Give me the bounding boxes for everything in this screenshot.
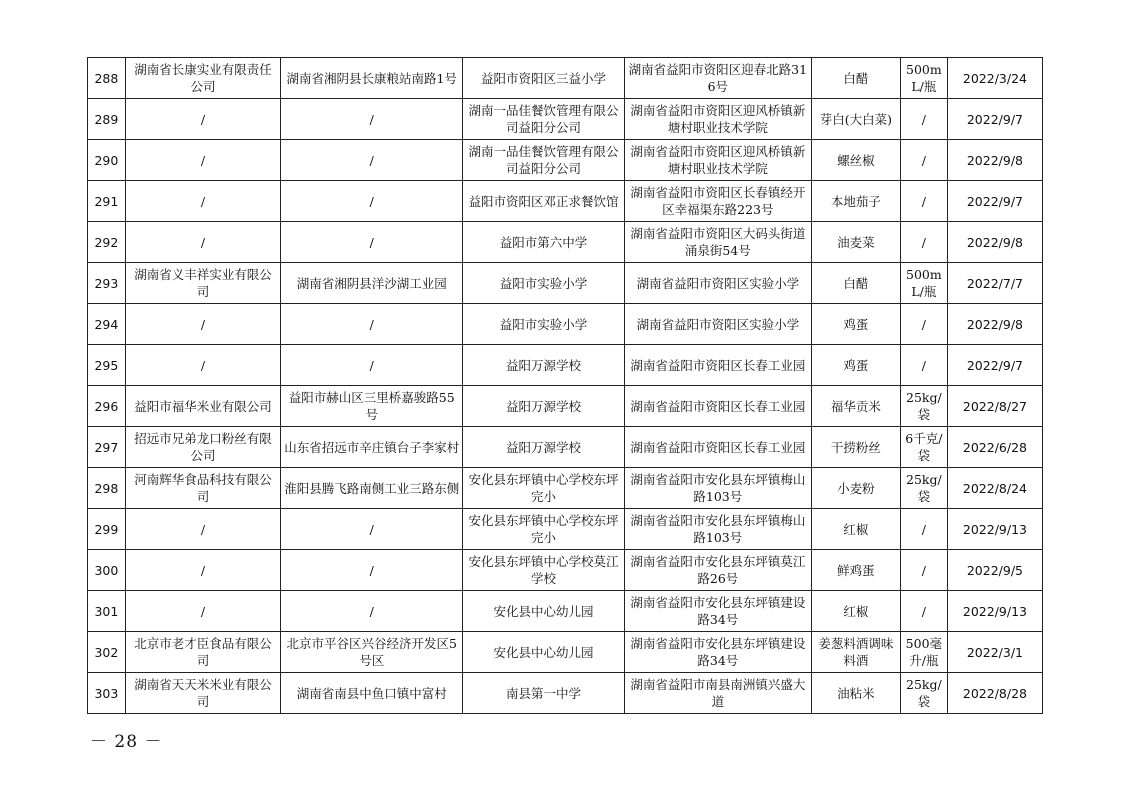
product-spec-cell: /: [900, 181, 947, 222]
product-spec-cell: /: [900, 222, 947, 263]
production-date-cell: 2022/6/28: [947, 427, 1042, 468]
producer-name-cell: 湖南省义丰祥实业有限公司: [125, 263, 280, 304]
producer-address-cell: 湖南省湘阴县长康粮站南路1号: [281, 58, 463, 99]
production-date-cell: 2022/8/28: [947, 673, 1042, 714]
product-name-cell: 红椒: [811, 591, 900, 632]
producer-name-cell: /: [125, 550, 280, 591]
production-date-cell: 2022/7/7: [947, 263, 1042, 304]
production-date-cell: 2022/9/5: [947, 550, 1042, 591]
product-name-cell: 白醋: [811, 58, 900, 99]
table-row: [88, 509, 1043, 550]
producer-address-cell: /: [281, 181, 463, 222]
production-date-cell: 2022/9/8: [947, 222, 1042, 263]
seller-name-cell: 益阳万源学校: [463, 386, 625, 427]
production-date-cell: 2022/8/27: [947, 386, 1042, 427]
production-date-cell: 2022/3/24: [947, 58, 1042, 99]
seller-address-cell: 湖南省益阳市资阳区大码头街道涌泉街54号: [624, 222, 811, 263]
seller-name-cell: 益阳万源学校: [463, 345, 625, 386]
row-number-cell: 299: [88, 509, 126, 550]
seller-name-cell: 益阳市资阳区三益小学: [463, 58, 625, 99]
seller-address-cell: 湖南省益阳市安化县东坪镇梅山路103号: [624, 468, 811, 509]
table-row: [88, 468, 1043, 509]
producer-name-cell: /: [125, 345, 280, 386]
producer-address-cell: 益阳市赫山区三里桥嘉骏路55号: [281, 386, 463, 427]
table-row: [88, 427, 1043, 468]
table-body: [88, 58, 1043, 714]
table-row: [88, 632, 1043, 673]
seller-name-cell: 安化县东坪镇中心学校莫江学校: [463, 550, 625, 591]
product-name-cell: 鲜鸡蛋: [811, 550, 900, 591]
producer-address-cell: /: [281, 222, 463, 263]
seller-address-cell: 湖南省益阳市安化县东坪镇梅山路103号: [624, 509, 811, 550]
product-name-cell: 本地茄子: [811, 181, 900, 222]
producer-address-cell: 湖南省南县中鱼口镇中富村: [281, 673, 463, 714]
table-row: [88, 304, 1043, 345]
producer-address-cell: /: [281, 304, 463, 345]
product-name-cell: 福华贡米: [811, 386, 900, 427]
row-number-cell: 296: [88, 386, 126, 427]
product-name-cell: 芽白(大白菜): [811, 99, 900, 140]
product-spec-cell: 25kg/袋: [900, 468, 947, 509]
seller-address-cell: 湖南省益阳市资阳区长春工业园: [624, 345, 811, 386]
table-row: [88, 591, 1043, 632]
production-date-cell: 2022/9/13: [947, 591, 1042, 632]
seller-address-cell: 湖南省益阳市资阳区迎春北路316号: [624, 58, 811, 99]
row-number-cell: 290: [88, 140, 126, 181]
row-number-cell: 301: [88, 591, 126, 632]
product-spec-cell: /: [900, 509, 947, 550]
row-number-cell: 291: [88, 181, 126, 222]
production-date-cell: 2022/9/8: [947, 304, 1042, 345]
seller-address-cell: 湖南省益阳市资阳区长春工业园: [624, 386, 811, 427]
producer-name-cell: 招远市兄弟龙口粉丝有限公司: [125, 427, 280, 468]
product-spec-cell: /: [900, 140, 947, 181]
product-name-cell: 鸡蛋: [811, 304, 900, 345]
table-row: [88, 263, 1043, 304]
row-number-cell: 294: [88, 304, 126, 345]
product-spec-cell: /: [900, 591, 947, 632]
product-spec-cell: /: [900, 99, 947, 140]
row-number-cell: 302: [88, 632, 126, 673]
producer-name-cell: /: [125, 304, 280, 345]
row-number-cell: 297: [88, 427, 126, 468]
production-date-cell: 2022/8/24: [947, 468, 1042, 509]
seller-address-cell: 湖南省益阳市资阳区长春工业园: [624, 427, 811, 468]
producer-address-cell: /: [281, 140, 463, 181]
product-spec-cell: /: [900, 550, 947, 591]
producer-address-cell: /: [281, 591, 463, 632]
row-number-cell: 298: [88, 468, 126, 509]
seller-name-cell: 益阳市资阳区邓正求餐饮馆: [463, 181, 625, 222]
product-name-cell: 白醋: [811, 263, 900, 304]
producer-address-cell: 湖南省湘阴县洋沙湖工业园: [281, 263, 463, 304]
producer-name-cell: /: [125, 591, 280, 632]
product-spec-cell: 500毫升/瓶: [900, 632, 947, 673]
producer-address-cell: 淮阳县腾飞路南侧工业三路东侧: [281, 468, 463, 509]
row-number-cell: 293: [88, 263, 126, 304]
table-row: [88, 181, 1043, 222]
seller-address-cell: 湖南省益阳市资阳区实验小学: [624, 304, 811, 345]
sampling-table: [87, 57, 1043, 714]
table-row: [88, 386, 1043, 427]
producer-name-cell: /: [125, 99, 280, 140]
producer-name-cell: 湖南省天天米米业有限公司: [125, 673, 280, 714]
table-row: [88, 550, 1043, 591]
producer-name-cell: 益阳市福华米业有限公司: [125, 386, 280, 427]
seller-name-cell: 安化县东坪镇中心学校东坪完小: [463, 509, 625, 550]
producer-address-cell: /: [281, 345, 463, 386]
seller-address-cell: 湖南省益阳市资阳区长春镇经开区幸福渠东路223号: [624, 181, 811, 222]
table-row: [88, 345, 1043, 386]
producer-address-cell: /: [281, 99, 463, 140]
row-number-cell: 295: [88, 345, 126, 386]
seller-address-cell: 湖南省益阳市安化县东坪镇建设路34号: [624, 632, 811, 673]
product-name-cell: 油麦菜: [811, 222, 900, 263]
product-spec-cell: /: [900, 345, 947, 386]
seller-name-cell: 益阳市实验小学: [463, 263, 625, 304]
producer-name-cell: 北京市老才臣食品有限公司: [125, 632, 280, 673]
seller-address-cell: 湖南省益阳市资阳区迎风桥镇新塘村职业技术学院: [624, 140, 811, 181]
table-row: [88, 222, 1043, 263]
product-name-cell: 鸡蛋: [811, 345, 900, 386]
seller-name-cell: 湖南一品佳餐饮管理有限公司益阳分公司: [463, 99, 625, 140]
product-spec-cell: 6千克/袋: [900, 427, 947, 468]
row-number-cell: 300: [88, 550, 126, 591]
producer-name-cell: /: [125, 222, 280, 263]
product-spec-cell: /: [900, 304, 947, 345]
production-date-cell: 2022/9/7: [947, 99, 1042, 140]
table-row: [88, 673, 1043, 714]
row-number-cell: 289: [88, 99, 126, 140]
seller-name-cell: 益阳万源学校: [463, 427, 625, 468]
producer-address-cell: /: [281, 550, 463, 591]
product-name-cell: 姜葱料酒调味料酒: [811, 632, 900, 673]
producer-name-cell: 湖南省长康实业有限责任公司: [125, 58, 280, 99]
seller-address-cell: 湖南省益阳市资阳区迎风桥镇新塘村职业技术学院: [624, 99, 811, 140]
row-number-cell: 288: [88, 58, 126, 99]
producer-name-cell: /: [125, 181, 280, 222]
seller-address-cell: 湖南省益阳市安化县东坪镇莫江路26号: [624, 550, 811, 591]
product-name-cell: 小麦粉: [811, 468, 900, 509]
producer-name-cell: /: [125, 140, 280, 181]
product-name-cell: 螺丝椒: [811, 140, 900, 181]
table-row: [88, 99, 1043, 140]
seller-name-cell: 安化县东坪镇中心学校东坪完小: [463, 468, 625, 509]
production-date-cell: 2022/9/13: [947, 509, 1042, 550]
product-name-cell: 干捞粉丝: [811, 427, 900, 468]
production-date-cell: 2022/9/7: [947, 345, 1042, 386]
seller-name-cell: 益阳市实验小学: [463, 304, 625, 345]
product-spec-cell: 500mL/瓶: [900, 263, 947, 304]
production-date-cell: 2022/9/7: [947, 181, 1042, 222]
seller-address-cell: 湖南省益阳市安化县东坪镇建设路34号: [624, 591, 811, 632]
producer-name-cell: /: [125, 509, 280, 550]
row-number-cell: 292: [88, 222, 126, 263]
product-spec-cell: 500mL/瓶: [900, 58, 947, 99]
seller-name-cell: 益阳市第六中学: [463, 222, 625, 263]
producer-address-cell: 山东省招远市辛庄镇台子李家村: [281, 427, 463, 468]
production-date-cell: 2022/3/1: [947, 632, 1042, 673]
seller-name-cell: 安化县中心幼儿园: [463, 632, 625, 673]
producer-name-cell: 河南辉华食品科技有限公司: [125, 468, 280, 509]
seller-address-cell: 湖南省益阳市南县南洲镇兴盛大道: [624, 673, 811, 714]
production-date-cell: 2022/9/8: [947, 140, 1042, 181]
seller-name-cell: 安化县中心幼儿园: [463, 591, 625, 632]
seller-name-cell: 湖南一品佳餐饮管理有限公司益阳分公司: [463, 140, 625, 181]
table-row: [88, 58, 1043, 99]
product-spec-cell: 25kg/袋: [900, 673, 947, 714]
seller-address-cell: 湖南省益阳市资阳区实验小学: [624, 263, 811, 304]
seller-name-cell: 南县第一中学: [463, 673, 625, 714]
product-name-cell: 红椒: [811, 509, 900, 550]
product-spec-cell: 25kg/袋: [900, 386, 947, 427]
product-name-cell: 油粘米: [811, 673, 900, 714]
producer-address-cell: 北京市平谷区兴谷经济开发区5号区: [281, 632, 463, 673]
page-number: － 28 －: [90, 732, 163, 752]
row-number-cell: 303: [88, 673, 126, 714]
table-row: [88, 140, 1043, 181]
producer-address-cell: /: [281, 509, 463, 550]
